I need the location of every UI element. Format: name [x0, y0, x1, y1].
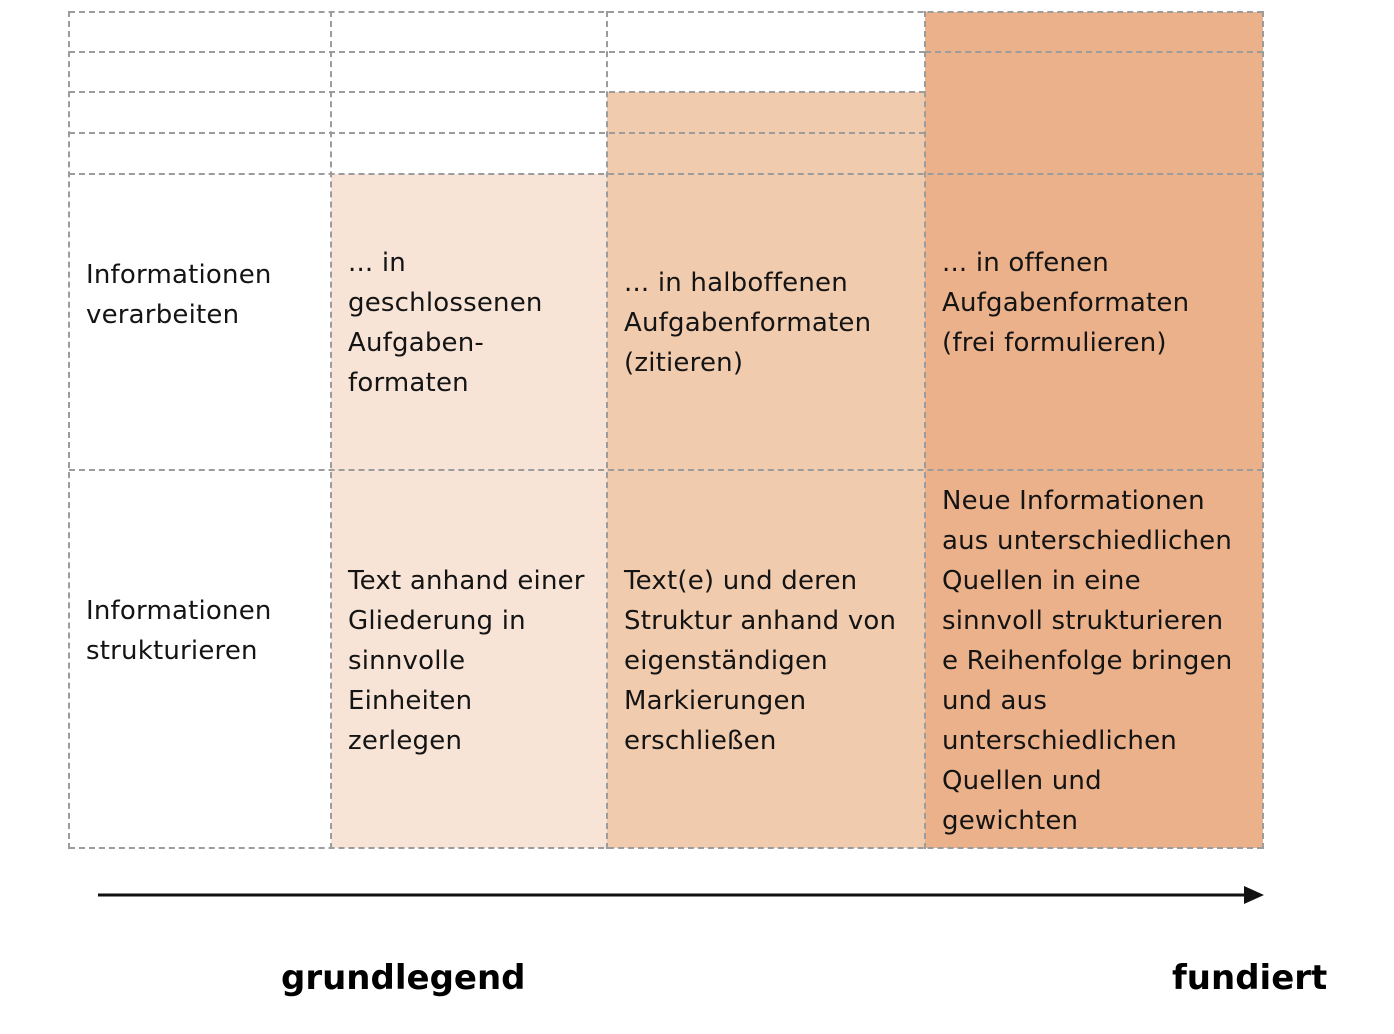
top-cell-col2 — [331, 12, 607, 174]
grid-line-h — [69, 469, 1263, 471]
top-cell-col1 — [69, 12, 331, 174]
grid-line-h — [925, 51, 1263, 53]
row-2-label: Informationen strukturieren — [86, 596, 272, 666]
grid-line-v — [68, 11, 70, 849]
grid-line-h — [69, 51, 925, 53]
row-2-text-fundiert: Neue Informationen aus unterschiedlichen Quellen in eine sinnvoll strukturieren e Reihenfolge bringen und aus unterschiedlichen Quellen und gewichten — [942, 486, 1233, 836]
axis-start-label: grundlegend — [281, 958, 526, 998]
grid-line-h — [69, 173, 1263, 175]
row-1-text-grundlegend: ... in geschlossenen Aufgaben- formaten — [348, 248, 543, 398]
grid-line-h — [69, 847, 1263, 849]
row-1-label: Informationen verarbeiten — [86, 260, 272, 330]
grid-line-h — [69, 11, 1263, 13]
grid-line-h — [69, 91, 925, 93]
row-1-text-mittel: ... in halboffenen Aufgabenformaten (zitieren) — [624, 268, 872, 378]
row-2-text-mittel: Text(e) und deren Struktur anhand von eigenständigen Markierungen erschließen — [624, 566, 897, 756]
grid-line-v — [1262, 11, 1264, 849]
grid-line-v — [330, 11, 332, 849]
grid-line-h — [69, 132, 925, 134]
arrow-head — [1244, 886, 1264, 904]
progression-arrow — [90, 880, 1270, 910]
axis-end-label: fundiert — [1172, 958, 1328, 998]
grid-line-v — [606, 11, 608, 849]
row-1-text-fundiert: ... in offenen Aufgabenformaten (frei formulieren) — [942, 248, 1190, 358]
grid-line-v — [924, 11, 926, 849]
row-2-text-grundlegend: Text anhand einer Gliederung in sinnvolle Einheiten zerlegen — [348, 566, 585, 756]
top-cell-col4-shaded — [925, 12, 1263, 174]
